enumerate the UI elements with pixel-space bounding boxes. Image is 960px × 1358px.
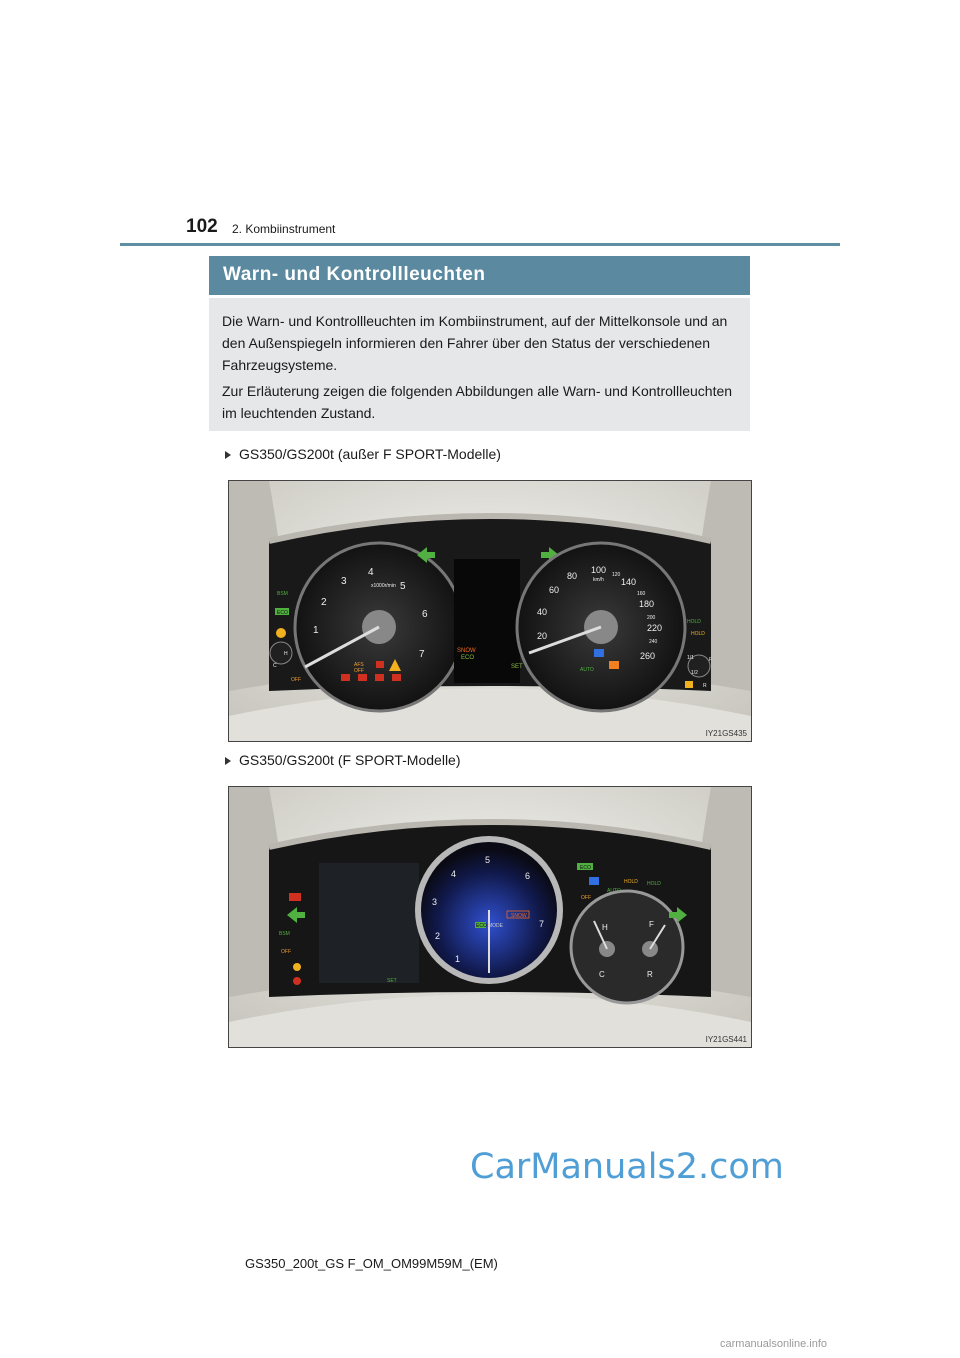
fs-tach-number: 6 [525, 871, 531, 881]
bottom-watermark: carmanualsonline.info [720, 1338, 828, 1350]
right-fuel-full-text: 1/1 [687, 655, 694, 661]
speed-number: 140 [621, 577, 637, 587]
tach-warning-off: OFF [354, 668, 364, 674]
tach-number: 1 [313, 625, 319, 636]
fs-right-eco: ECO [580, 865, 591, 871]
left-c-text: C [273, 663, 277, 669]
fs-right-hold-1: HOLD [624, 879, 638, 885]
fs-left-bsm: BSM [279, 931, 290, 937]
right-r-text: R [703, 683, 707, 689]
fs-tach-number: 5 [485, 855, 491, 865]
fs-f-text: F [649, 920, 654, 929]
left-off-text: OFF [291, 677, 301, 683]
tach-number: 6 [422, 609, 428, 620]
display-eco-text: ECO [461, 655, 475, 661]
tach-number: 4 [368, 567, 374, 578]
speed-warning-auto: AUTO [580, 667, 594, 673]
left-bsm-text: BSM [277, 591, 288, 597]
figure-1-label-text: GS350/GS200t (außer F SPORT-Modelle) [239, 446, 501, 462]
figure-2-label [225, 752, 461, 768]
speed-number: 200 [647, 615, 656, 621]
figure-1 [228, 480, 752, 742]
speed-number: 60 [549, 585, 560, 595]
fs-c-text: C [599, 970, 605, 979]
tach-warning-afs: AFS [354, 662, 364, 668]
figure-2-illustration [229, 787, 751, 1047]
fs-tach-number: 4 [451, 869, 457, 879]
fs-right-auto: AUTO [607, 888, 621, 894]
intro-box [209, 298, 750, 431]
bullet-arrow-icon [225, 451, 231, 459]
fs-set-text: SET [387, 978, 397, 984]
page-number: 102 [186, 216, 218, 237]
right-f-text: F [709, 657, 713, 663]
figure-1-illustration [229, 481, 751, 741]
speed-number: 160 [637, 591, 646, 597]
right-hold-text-2: HOLD [691, 631, 705, 637]
right-fuel-half-text: 1/2 [691, 670, 698, 676]
fs-tach-number: 7 [539, 919, 545, 929]
display-snow-text: SNOW [457, 648, 476, 654]
speed-number: 100 [591, 565, 607, 575]
fs-h-text: H [602, 923, 608, 932]
watermark: CarManuals2.com [470, 1147, 784, 1187]
footer-doc-code: GS350_200t_GS F_OM_OM99M59M_(EM) [245, 1256, 498, 1271]
section-title: Warn- und Kontrollleuchten [223, 264, 486, 285]
tach-number: 2 [321, 597, 327, 608]
section-label: 2. Kombiinstrument [232, 222, 336, 236]
fs-left-off: OFF [281, 949, 291, 955]
figure-2 [228, 786, 752, 1048]
tach-number: 3 [341, 576, 347, 587]
figure-2-label-text: GS350/GS200t (F SPORT-Modelle) [239, 752, 461, 768]
bullet-arrow-icon [225, 757, 231, 765]
speed-number: 220 [647, 623, 663, 633]
left-h-text: H [284, 651, 288, 657]
fs-snow-text: SNOW [511, 913, 527, 919]
speed-number: 20 [537, 631, 548, 641]
speed-unit: km/h [593, 577, 604, 583]
speed-number: 240 [649, 639, 658, 645]
fs-right-hold-2: HOLD [647, 881, 661, 887]
fs-tach-number: 2 [435, 931, 441, 941]
fs-right-off: OFF [581, 895, 591, 901]
display-set-text: SET [511, 664, 523, 670]
fs-r-text: R [647, 970, 653, 979]
figure-1-label [225, 446, 501, 462]
header-rule [120, 243, 840, 246]
fs-tach-number: 1 [455, 954, 461, 964]
left-eco-text: ECO [277, 610, 288, 616]
right-hold-text-1: HOLD [687, 619, 701, 625]
fs-tach-number: 3 [432, 897, 438, 907]
section-title-bar [209, 256, 750, 295]
speed-number: 260 [640, 651, 656, 661]
tach-number: 7 [419, 649, 425, 660]
speed-number: 80 [567, 571, 578, 581]
tach-unit: x1000r/min [371, 583, 396, 589]
intro-paragraph-2: Zur Erläuterung zeigen die folgenden Abbildungen alle Warn- und Kontrollleuchten im leuchtenden Zustand. [222, 383, 733, 421]
figure-1-code: IY21GS435 [705, 729, 747, 738]
speed-number: 180 [639, 599, 655, 609]
tach-number: 5 [400, 581, 406, 592]
speed-number: 120 [612, 572, 621, 578]
intro-paragraph-1: Die Warn- und Kontrollleuchten im Kombiinstrument, auf der Mittelkonsole und an den Außenspiegeln informieren den Fahrer über den Status der verschiedenen Fahrzeugsysteme. [222, 313, 728, 373]
figure-2-code: IY21GS441 [705, 1035, 747, 1044]
fs-mode-text: MODE [488, 923, 503, 929]
speed-number: 40 [537, 607, 548, 617]
fs-eco-text: ECO [476, 923, 487, 929]
